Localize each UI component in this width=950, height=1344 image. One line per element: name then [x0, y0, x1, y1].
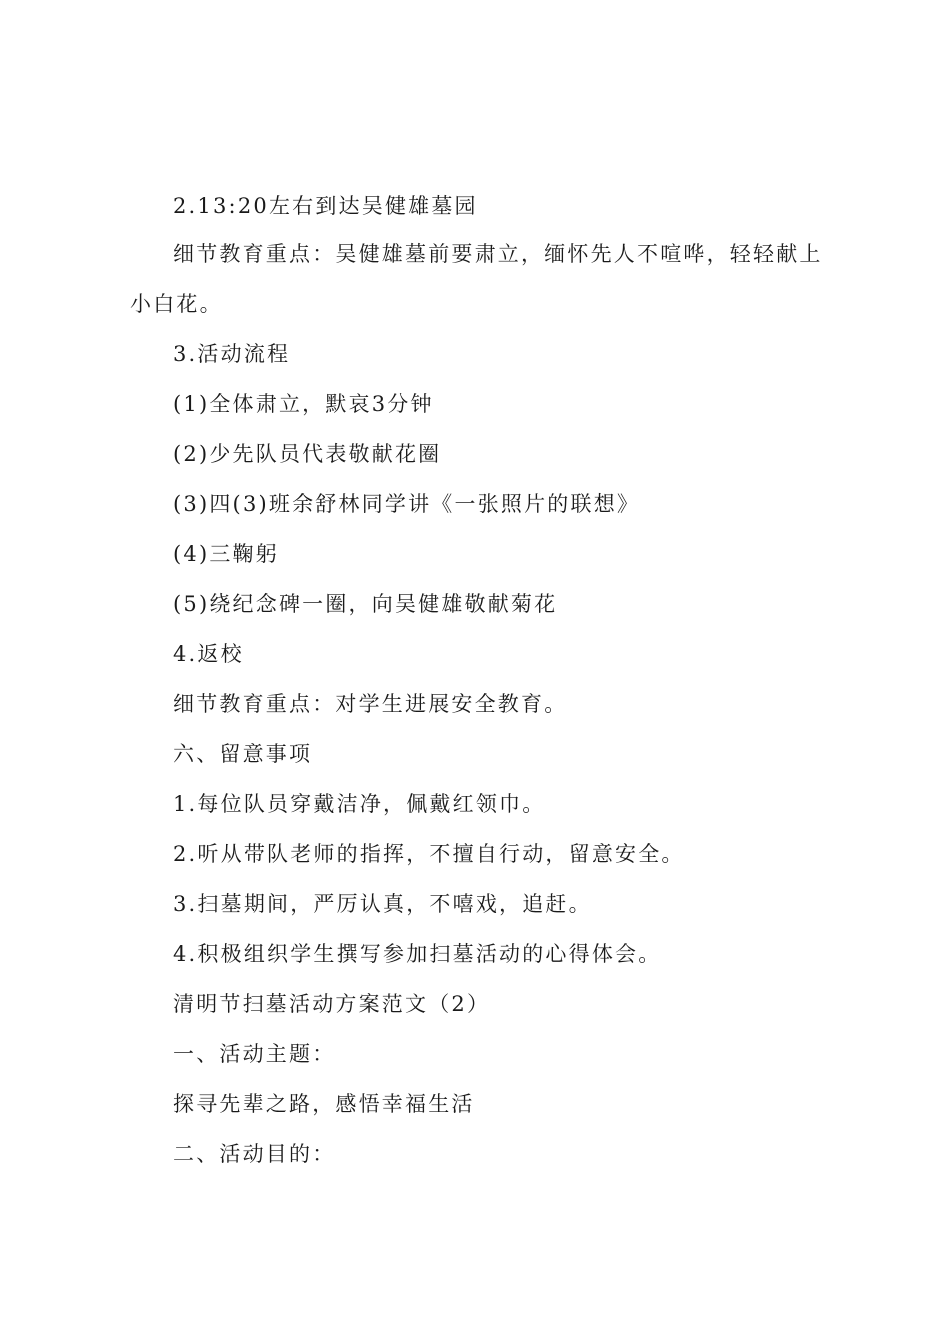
paragraph-activity-process-heading: 3.活动流程 — [173, 342, 291, 366]
paragraph-step-2: (2)少先队员代表敬献花圈 — [173, 442, 442, 466]
paragraph-step-4: (4)三鞠躬 — [173, 542, 279, 566]
paragraph-step-1: (1)全体肃立，默哀3分钟 — [173, 392, 434, 416]
paragraph-note-4: 4.积极组织学生撰写参加扫墓活动的心得体会。 — [173, 942, 662, 966]
paragraph-section-title-2: 清明节扫墓活动方案范文（2） — [173, 992, 491, 1016]
paragraph-return-school: 4.返校 — [173, 642, 244, 666]
paragraph-notes-heading: 六、留意事项 — [173, 742, 313, 766]
paragraph-theme-heading: 一、活动主题： — [173, 1042, 336, 1066]
paragraph-detail-focus-tomb: 细节教育重点：吴健雄墓前要肃立，缅怀先人不喧哗，轻轻献上小白花。 — [130, 242, 823, 316]
paragraph-note-2: 2.听从带队老师的指挥，不擅自行动，留意安全。 — [173, 842, 685, 866]
paragraph-step-5: (5)绕纪念碑一圈，向吴健雄敬献菊花 — [173, 592, 558, 616]
paragraph-purpose-heading: 二、活动目的： — [173, 1142, 336, 1166]
paragraph-arrival-time: 2.13:20左右到达吴健雄墓园 — [173, 194, 478, 218]
paragraph-detail-focus-safety: 细节教育重点：对学生进展安全教育。 — [173, 692, 568, 716]
paragraph-note-3: 3.扫墓期间，严厉认真，不嘻戏，追赶。 — [173, 892, 592, 916]
paragraph-step-3: (3)四(3)班余舒林同学讲《一张照片的联想》 — [173, 492, 641, 516]
paragraph-theme-text: 探寻先辈之路，感悟幸福生活 — [173, 1092, 475, 1116]
paragraph-note-1: 1.每位队员穿戴洁净，佩戴红领巾。 — [173, 792, 546, 816]
